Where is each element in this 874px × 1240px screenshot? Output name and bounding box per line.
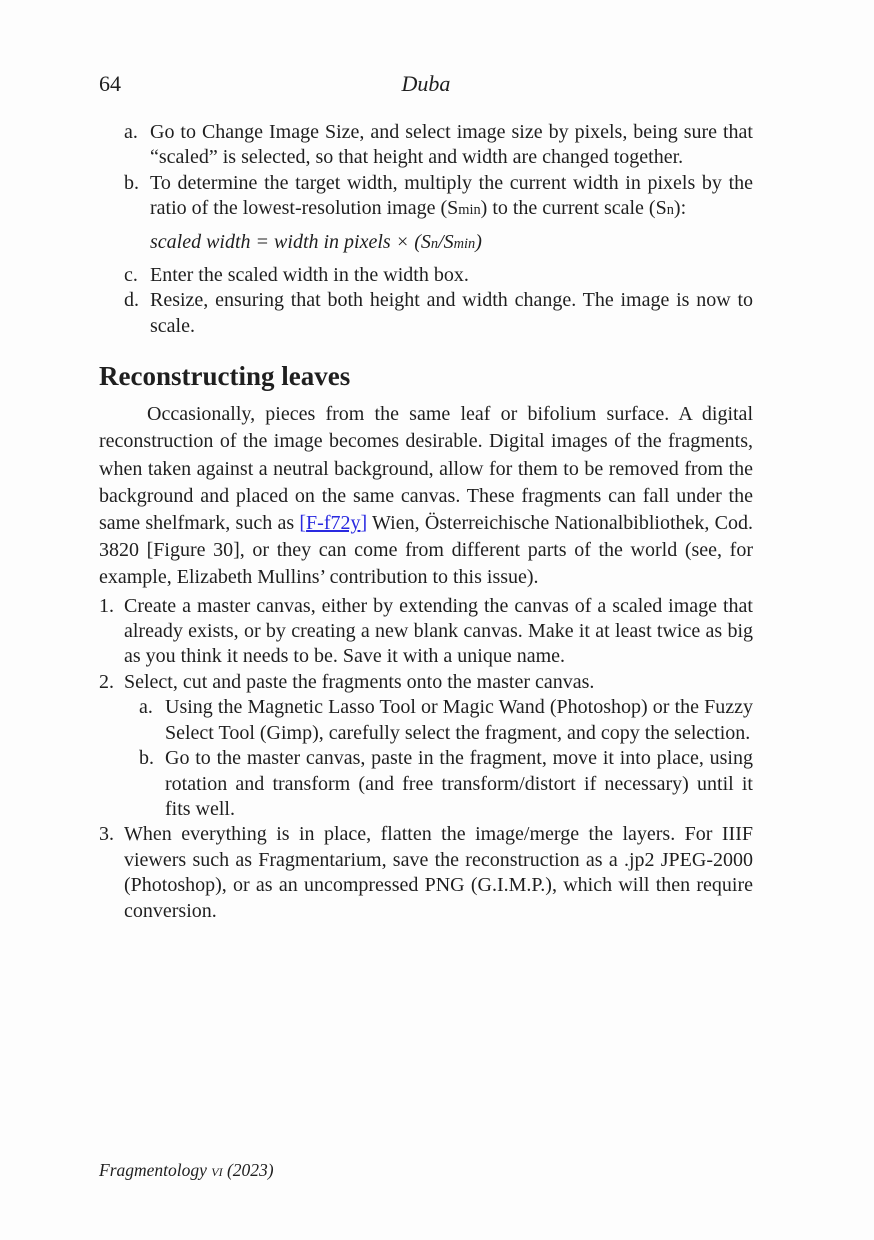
page-number: 64 — [99, 71, 121, 96]
paragraph-segment: Wien, Österreichische Nationalbibliothek, Cod. 3820 [Figure 30], or they can come from different parts of the world (see, for example, Elizabeth Mullins’ contribution to this issue). — [99, 512, 753, 589]
sub-list-item — [139, 746, 753, 822]
list-item-text: Go to Change Image Size, and select image size by pixels, being sure that “scaled” is selected, so that height and width are changed together. — [150, 121, 753, 169]
list-item-text: Go to the master canvas, paste in the fragment, move it into place, using rotation and transform (and free transform/distort if necessary) until it fits well. — [165, 747, 753, 820]
list-item — [124, 288, 753, 339]
scaled-width-formula — [150, 230, 753, 257]
journal-name: Fragmentology — [99, 1160, 212, 1180]
formula-segment: /S — [438, 230, 454, 253]
list-item — [99, 670, 753, 822]
text-segment: ) to the current scale (S — [480, 197, 667, 220]
list-item — [124, 171, 753, 224]
list-marker: c. — [124, 264, 138, 287]
link-bracket-open: [ — [299, 512, 307, 535]
list-item-text: Enter the scaled width in the width box. — [150, 264, 469, 287]
formula-segment: ) — [475, 230, 482, 253]
journal-year: (2023) — [222, 1160, 274, 1180]
lettered-step-list — [99, 120, 753, 339]
text-segment: To determine the target width, multiply the current width in pixels by the ratio of the lowest-resolution image (S — [150, 171, 753, 220]
formula-segment: scaled width = width in pixels × (S — [150, 230, 431, 253]
list-marker: 2. — [99, 670, 114, 693]
list-marker: 1. — [99, 594, 114, 617]
section-heading: Reconstructing leaves — [99, 361, 351, 392]
list-marker: a. — [139, 696, 153, 719]
list-item — [99, 822, 753, 924]
scale-subscript-n: n — [430, 235, 439, 252]
numbered-step-list — [99, 594, 753, 924]
list-item — [124, 263, 753, 288]
main-text-column — [99, 120, 753, 924]
list-item — [99, 594, 753, 670]
list-marker: a. — [124, 121, 138, 143]
paragraph-segment: Occasionally, pieces from the same leaf or bifolium surface. A digital reconstruction of the image becomes desirable. Digital images of the fragments, when taken against a neutral background, allow for them to be removed from the background and placed on the same canvas. These fragments can fall under the same shelfmark, such as — [99, 403, 753, 535]
section-paragraph — [99, 401, 753, 591]
scale-subscript-n: n — [666, 202, 674, 219]
list-item — [124, 120, 753, 171]
running-header — [99, 69, 753, 98]
text-segment: ): — [673, 197, 687, 220]
journal-imprint — [99, 1158, 274, 1182]
link-bracket-close: ] — [360, 512, 368, 535]
list-marker: d. — [124, 289, 139, 312]
running-title: Duba — [401, 71, 451, 96]
scale-subscript-min: min — [453, 235, 476, 252]
list-item-text: Resize, ensuring that both height and width change. The image is now to scale. — [150, 289, 753, 337]
list-item-lead-text: Select, cut and paste the fragments onto the master canvas. — [124, 670, 595, 693]
fragmentarium-shelfmark-link[interactable]: F-f72y — [306, 512, 361, 535]
list-marker: b. — [124, 171, 139, 194]
sub-list-item — [139, 695, 753, 746]
list-item-text: When everything is in place, flatten the image/merge the layers. For IIIF viewers such as Fragmentarium, save the reconstruction as a .jp2 JPEG-2000 (Photoshop), or as an uncompressed PNG (G.I.M.P.), which will then require conversion. — [124, 823, 753, 922]
journal-volume: vi — [211, 1160, 223, 1180]
list-item-text: Using the Magnetic Lasso Tool or Magic Wand (Photoshop) or the Fuzzy Select Tool (Gimp), carefully select the fragment, and copy the selection. — [165, 696, 753, 744]
list-marker: b. — [139, 747, 154, 770]
scale-subscript-min: min — [458, 202, 481, 219]
list-item-text: Create a master canvas, either by extending the canvas of a scaled image that already exists, or by creating a new blank canvas. Make it at least twice as big as you think it needs to be. Save it with a unique name. — [124, 594, 753, 668]
list-item-text — [124, 670, 753, 822]
list-marker: 3. — [99, 823, 114, 846]
list-item-text — [150, 171, 753, 224]
